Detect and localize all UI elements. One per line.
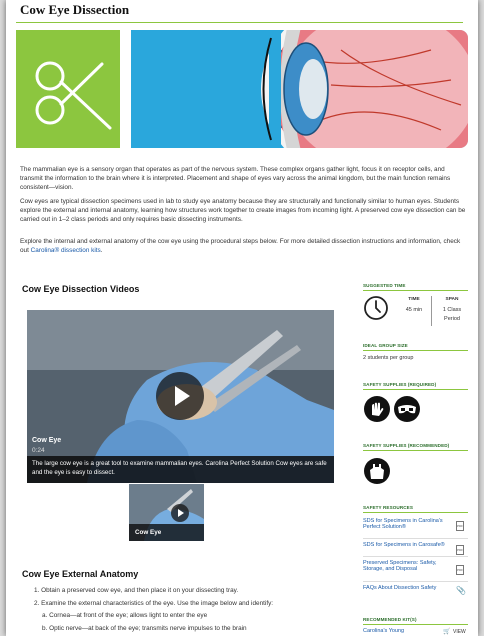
recommended-kits-divider	[363, 624, 468, 625]
safety-resources-divider	[363, 512, 468, 513]
safety-required-heading: SAFETY SUPPLIES (REQUIRED)	[363, 382, 437, 387]
intro-paragraph-2: Cow eyes are typical dissection specimens used in lab to study eye anatomy because they are structurally and functionally similar to human eyes. Students explore the external and internal anatomy, learning how structures work together to create images from incoming light. A preserved cow eye dissection can be carried out in 1–2 class periods and only requires basic dissecting instruments.	[20, 198, 466, 223]
paperclip-icon[interactable]: 📎	[456, 586, 466, 595]
span-value-line-2: Period	[444, 316, 460, 322]
pdf-icon[interactable]: PDF	[456, 545, 464, 555]
suggested-time-divider	[363, 290, 468, 291]
title-divider	[16, 22, 463, 23]
resource-sds-perfect-solution-link[interactable]: SDS for Specimens in Carolina's Perfect Solution®	[363, 518, 443, 531]
intro-paragraph-3-end: .	[100, 247, 103, 254]
pdf-icon[interactable]: PDF	[456, 521, 464, 531]
step-1: 1. Obtain a preserved cow eye, and then place it on your dissecting tray.	[34, 587, 239, 594]
group-size-divider	[363, 350, 468, 351]
eye-cross-section-illustration	[131, 30, 468, 148]
clock-icon	[363, 295, 389, 321]
video-description: The large cow eye is a great tool to examine mammalian eyes. Carolina Perfect Solution Cow eyes are safe and the eye is easy to dissect.	[32, 460, 327, 476]
span-value-line-1: 1 Class	[442, 307, 462, 313]
span-label: SPAN	[445, 297, 459, 302]
resource-separator	[363, 538, 468, 539]
resource-preserved-specimens-link[interactable]: Preserved Specimens: Safety, Storage, and Disposal	[363, 560, 437, 573]
thumbnail-label: Cow Eye	[129, 524, 204, 541]
page-title: Cow Eye Dissection	[20, 2, 130, 17]
safety-required-divider	[363, 389, 468, 390]
kit-item[interactable]: Carolina's Young	[363, 628, 405, 634]
apron-icon	[364, 458, 390, 484]
video-title: Cow Eye	[32, 437, 62, 444]
resource-sds-carosafe-link[interactable]: SDS for Specimens in Carosafe®	[363, 542, 445, 548]
view-kit-link[interactable]: VIEW	[453, 629, 466, 635]
external-anatomy-heading: Cow Eye External Anatomy	[22, 569, 139, 579]
thumbnail-play-button[interactable]	[171, 504, 189, 522]
step-2a: a. Cornea—at front of the eye; allows light to enter the eye	[42, 612, 208, 619]
resource-separator	[363, 556, 468, 557]
resource-separator	[363, 581, 468, 582]
hero-scissors-panel	[16, 30, 120, 148]
intro-paragraph-1: The mammalian eye is a sensory organ that operates as part of the nervous system. These complex organs gather light, focus it on receptor cells, and transmit the information to the brain where it is interpreted. Placement and shape of eyes vary across the animal kingdom, but the main function remains consistent—vision.	[20, 166, 451, 191]
carolina-dissection-kits-link[interactable]: Carolina® dissection kits	[30, 247, 101, 254]
safety-resources-heading: SAFETY RESOURCES	[363, 505, 414, 510]
videos-heading: Cow Eye Dissection Videos	[22, 284, 140, 294]
play-button[interactable]	[156, 372, 204, 420]
hero-eye-panel	[131, 30, 468, 148]
safety-recommended-divider	[363, 450, 468, 451]
step-2: 2. Examine the external characteristics of the eye. Use the image below and identify:	[34, 600, 274, 607]
dissecting-scissors-icon	[16, 30, 120, 148]
gloves-icon	[364, 396, 390, 422]
video-duration: 0:24	[32, 447, 45, 454]
group-size-heading: IDEAL GROUP SIZE	[363, 343, 408, 348]
safety-recommended-heading: SAFETY SUPPLIES (RECOMMENDED)	[363, 443, 450, 448]
time-label: TIME	[408, 297, 420, 302]
step-2b: b. Optic nerve—at back of the eye; transmits nerve impulses to the brain	[42, 625, 247, 632]
cart-icon[interactable]: 🛒	[443, 629, 451, 635]
group-size-value: 2 students per group	[363, 355, 414, 361]
stat-divider	[431, 296, 432, 326]
intro-paragraph-3-text: Explore the internal and external anatomy of the cow eye using the procedural steps below. For more detailed dissection instructions and information, check out	[20, 238, 461, 254]
intro-paragraph-3	[20, 237, 468, 255]
suggested-time-heading: SUGGESTED TIME	[363, 283, 406, 288]
time-value: 45 min	[405, 307, 423, 313]
recommended-kits-heading: RECOMMENDED KIT(S)	[363, 617, 417, 622]
pdf-icon[interactable]: PDF	[456, 565, 464, 575]
resource-faqs-link[interactable]: FAQs About Dissection Safety	[363, 585, 437, 591]
page-frame	[6, 0, 478, 636]
goggles-icon	[394, 396, 420, 422]
